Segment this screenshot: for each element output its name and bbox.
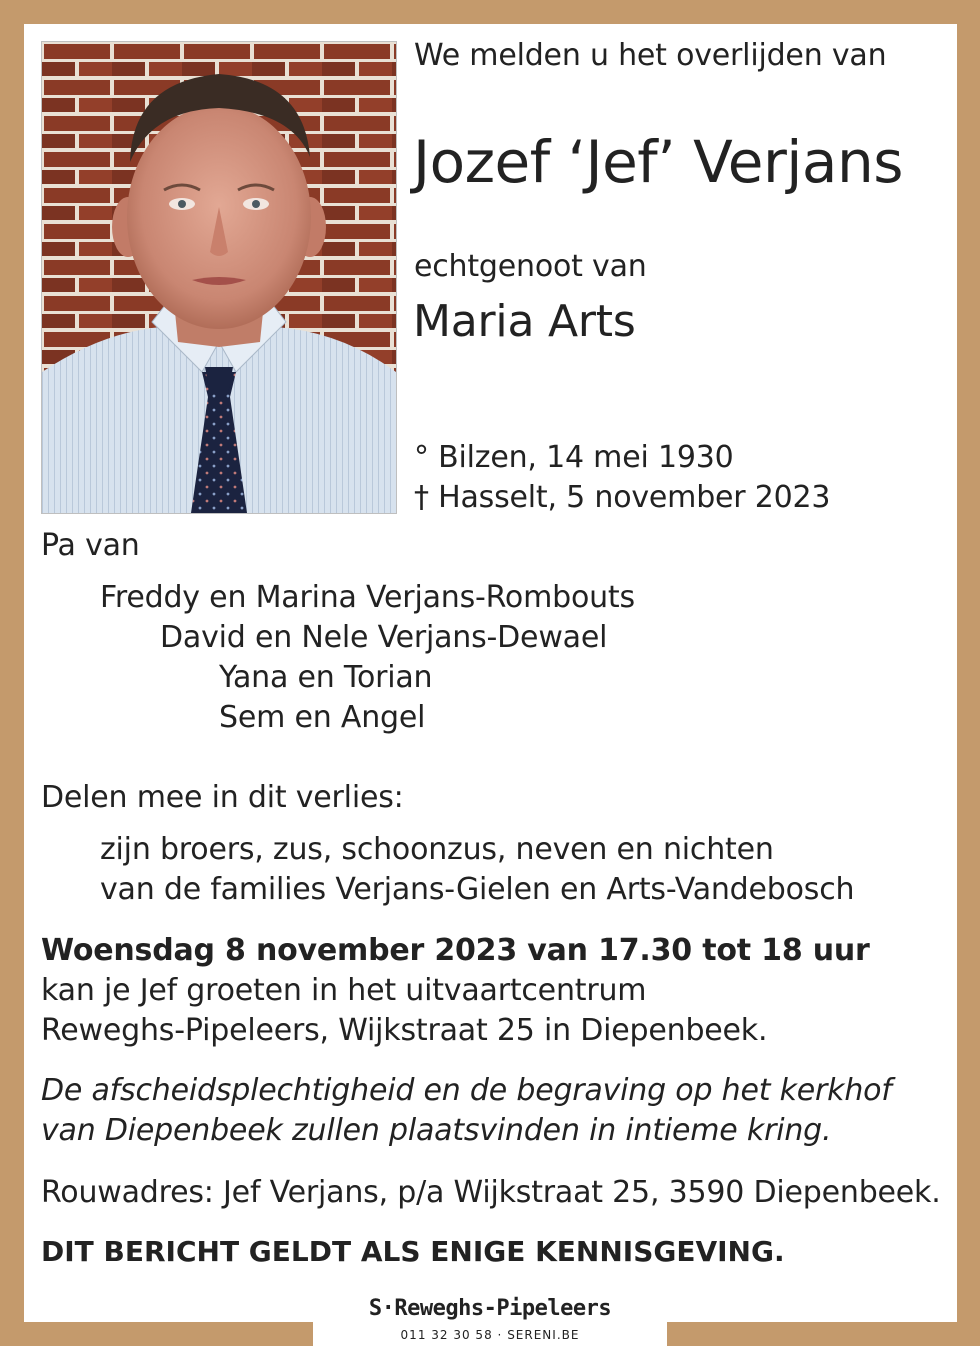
death-info: † Hasselt, 5 november 2023 [414,480,831,515]
deceased-name: Jozef ‘Jef’ Verjans [413,128,903,196]
family-member: Freddy en Marina Verjans-Rombouts [100,580,635,615]
family-member: Sem en Angel [219,700,426,735]
ceremony-line: van Diepenbeek zullen plaatsvinden in intieme kring. [41,1113,832,1148]
official-notice: DIT BERICHT GELDT ALS ENIGE KENNISGEVING. [41,1235,785,1268]
contact-separator: · [497,1328,503,1342]
sharing-line: zijn broers, zus, schoonzus, neven en nichten [100,832,774,867]
sharing-label: Delen mee in dit verlies: [41,780,404,815]
ceremony-line: De afscheidsplechtigheid en de begraving op het kerkhof [41,1073,892,1108]
spouse-name: Maria Arts [413,296,636,347]
funeral-home-logo [313,1296,667,1321]
contact-line [313,1328,667,1342]
funeral-home-footer [313,1296,667,1346]
family-member: David en Nele Verjans-Dewael [160,620,608,655]
portrait-photo [41,41,397,514]
phone-number: 011 32 30 58 [400,1328,493,1342]
birth-info: ° Bilzen, 14 mei 1930 [414,440,734,475]
logo-name: Reweghs-Pipeleers [394,1296,612,1321]
frame-left [0,0,24,1346]
sharing-line: van de families Verjans-Gielen en Arts-Vandebosch [100,872,855,907]
intro-text: We melden u het overlijden van [414,38,887,73]
visitation-line: kan je Jef groeten in het uitvaartcentrum [41,973,647,1008]
mourning-address: Rouwadres: Jef Verjans, p/a Wijkstraat 25, 3590 Diepenbeek. [41,1175,941,1210]
spouse-label: echtgenoot van [414,249,647,284]
logo-dot-icon: · [381,1296,395,1321]
logo-mark: S [368,1296,382,1321]
family-label: Pa van [41,528,140,563]
family-member: Yana en Torian [219,660,433,695]
website-link[interactable]: SERENI.BE [507,1328,580,1342]
visitation-line: Reweghs-Pipeleers, Wijkstraat 25 in Diepenbeek. [41,1013,768,1048]
visitation-heading: Woensdag 8 november 2023 van 17.30 tot 18 uur [41,933,870,968]
